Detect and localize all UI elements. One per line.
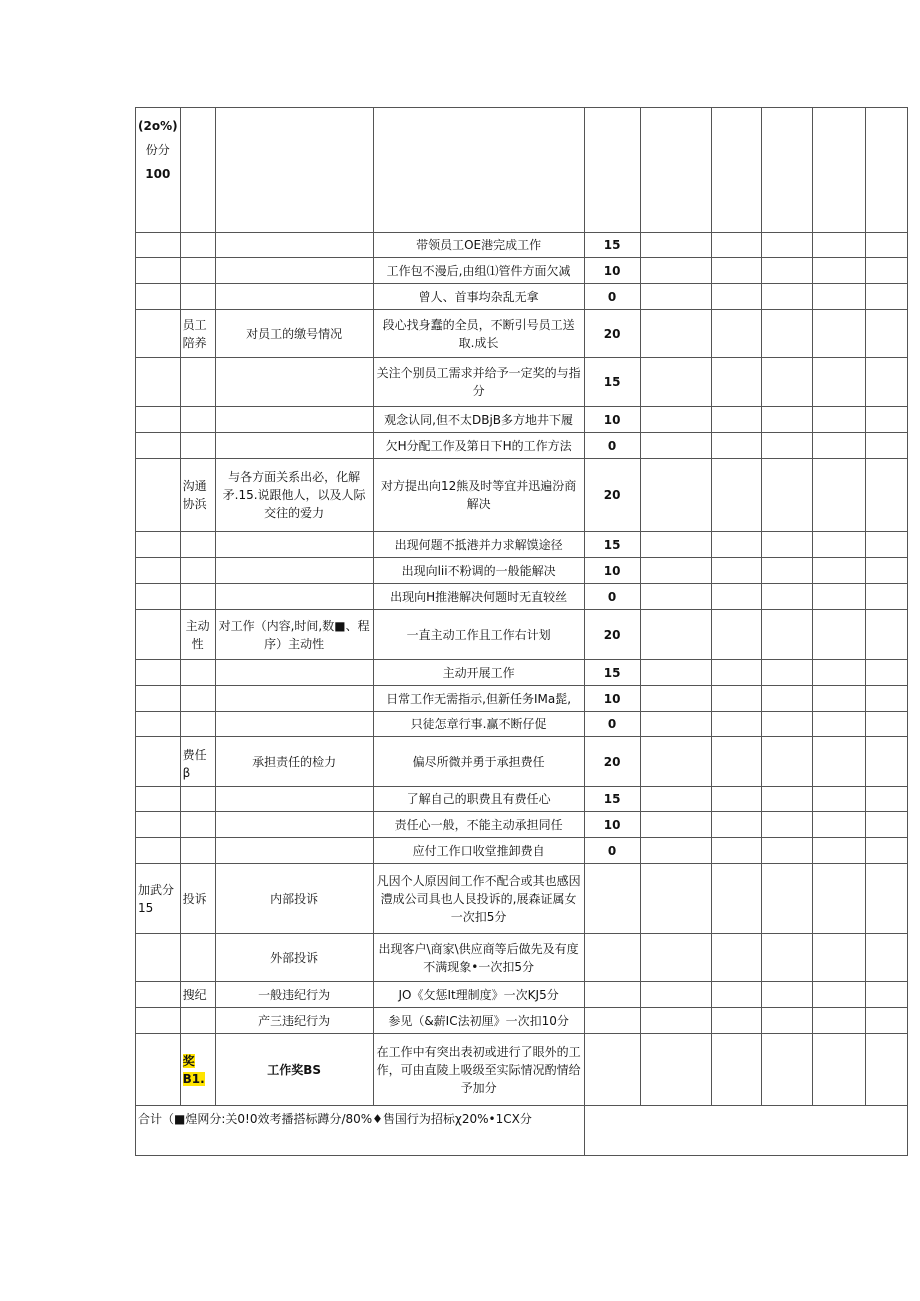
table-row	[136, 737, 908, 787]
item-cell: 一般违纪行为	[215, 982, 373, 1008]
table-row	[136, 864, 908, 934]
table-row	[136, 532, 908, 558]
score-cell: 20	[584, 310, 640, 358]
category-cell: 沟通协浜	[180, 459, 215, 532]
score-cell: 0	[584, 712, 640, 737]
table-row	[136, 1034, 908, 1106]
highlight-mark: 奖B1.	[182, 1053, 205, 1086]
criterion-cell: 欠H分配工作及第日下H的工作方法	[373, 433, 584, 459]
table-row	[136, 934, 908, 982]
criterion-cell: 应付工作口收堂推卸费自	[373, 838, 584, 864]
criterion-cell: 出现向lii不粉调的一般能解决	[373, 558, 584, 584]
table-row	[136, 310, 908, 358]
criterion-cell: 主动开展工作	[373, 660, 584, 686]
score-cell	[584, 982, 640, 1008]
item-cell: 对员工的缴号情况	[215, 310, 373, 358]
category-cell: 主动性	[180, 610, 215, 660]
category-cell: 投诉	[180, 864, 215, 934]
table-row	[136, 982, 908, 1008]
table-row	[136, 838, 908, 864]
score-cell: 0	[584, 584, 640, 610]
table-row	[136, 433, 908, 459]
criterion-cell: 带领员工OE港完成工作	[373, 233, 584, 258]
weight-score: 100	[145, 167, 171, 181]
table-row	[136, 1008, 908, 1034]
table-row	[136, 358, 908, 407]
table-row	[136, 407, 908, 433]
criterion-cell: 曾人、首事均杂乱无拿	[373, 284, 584, 310]
table-row	[136, 258, 908, 284]
table-row	[136, 233, 908, 258]
table-row	[136, 787, 908, 812]
score-cell: 15	[584, 532, 640, 558]
score-cell: 15	[584, 787, 640, 812]
score-cell	[584, 1034, 640, 1106]
table-row	[136, 584, 908, 610]
criterion-cell: 观念认同,但不太DBjB多方地井下履	[373, 407, 584, 433]
score-cell: 0	[584, 838, 640, 864]
score-cell: 10	[584, 258, 640, 284]
item-cell: 与各方面关系出必，化解矛.15.说跟他人，以及人际交往的爱力	[215, 459, 373, 532]
score-cell: 15	[584, 660, 640, 686]
criterion-cell: 一直主动工作且工作右计划	[373, 610, 584, 660]
criterion-cell: 日常工作无需指示,但新任务IMa髭,	[373, 686, 584, 712]
table-row	[136, 558, 908, 584]
category-cell	[180, 1034, 215, 1106]
item-cell: 工作奖BS	[215, 1034, 373, 1106]
score-cell: 10	[584, 812, 640, 838]
score-cell: 20	[584, 610, 640, 660]
criterion-cell: JO《攵惩It理制度》一次KJ5分	[373, 982, 584, 1008]
table-row	[136, 284, 908, 310]
score-cell: 10	[584, 686, 640, 712]
evaluation-table	[135, 107, 908, 1156]
weight-cell	[136, 108, 181, 233]
criterion-cell: 参见（&薪IC法初厘》一次扣10分	[373, 1008, 584, 1034]
score-cell: 10	[584, 558, 640, 584]
score-cell: 0	[584, 433, 640, 459]
criterion-cell: 了解自己的职费且有费任心	[373, 787, 584, 812]
criterion-cell: 段心找身蠢的全员，不断引号员工送取.成长	[373, 310, 584, 358]
score-cell: 0	[584, 284, 640, 310]
score-cell: 15	[584, 233, 640, 258]
score-cell: 20	[584, 737, 640, 787]
criterion-cell: 在工作中有突出表初或进行了眼外的工作，可由直陵上吸级至实际情况酌情给予加分	[373, 1034, 584, 1106]
score-cell	[584, 864, 640, 934]
criterion-cell: 对方提出向12熊及时等宜并迅遍汾商解决	[373, 459, 584, 532]
table-row	[136, 712, 908, 737]
table-row	[136, 660, 908, 686]
total-row	[136, 1106, 908, 1156]
score-cell	[584, 934, 640, 982]
table-row	[136, 108, 908, 233]
category-cell: 费任β	[180, 737, 215, 787]
score-cell: 10	[584, 407, 640, 433]
category-cell: 员工陪养	[180, 310, 215, 358]
item-cell: 内部投诉	[215, 864, 373, 934]
criterion-cell: 出现客户\商家\供应商等后做先及有度不满现象•一次扣5分	[373, 934, 584, 982]
criterion-cell: 只徒怎章行事.赢不断仔促	[373, 712, 584, 737]
weight-percent: (2o%)	[138, 119, 178, 133]
item-cell: 承担责任的检力	[215, 737, 373, 787]
table-row	[136, 812, 908, 838]
score-cell	[584, 1008, 640, 1034]
score-cell: 20	[584, 459, 640, 532]
criterion-cell: 偏尽所微并勇于承担费任	[373, 737, 584, 787]
criterion-cell: 工作包不漫后,由组⑴管件方面欠减	[373, 258, 584, 284]
table-row	[136, 686, 908, 712]
table-row	[136, 610, 908, 660]
category-cell: 搜纪	[180, 982, 215, 1008]
item-cell: 对工作（内容,时间,数■、程序）主动性	[215, 610, 373, 660]
total-cell: 合计（■煌网分:关0!0效考播搭标蹲分/80%♦售国行为招标χ20%•1CX分	[136, 1106, 585, 1156]
criterion-cell: 责任心一般，不能主动承担同任	[373, 812, 584, 838]
table-row	[136, 459, 908, 532]
criterion-cell: 关注个别员工需求并给予一定奖的与指分	[373, 358, 584, 407]
item-cell: 外部投诉	[215, 934, 373, 982]
total-score-cell	[584, 1106, 907, 1156]
item-cell: 产三违纪行为	[215, 1008, 373, 1034]
weight-label: 份分	[145, 143, 170, 157]
criterion-cell: 出现向H推港解决何题时无直较丝	[373, 584, 584, 610]
criterion-cell: 出现何题不抵港并力求解馍途径	[373, 532, 584, 558]
score-cell: 15	[584, 358, 640, 407]
bonus-cell: 加武分15	[136, 864, 181, 934]
criterion-cell: 凡因个人原因间工作不配合或其也感因澧成公司具也人艮投诉的,展森证属女一次扣5分	[373, 864, 584, 934]
